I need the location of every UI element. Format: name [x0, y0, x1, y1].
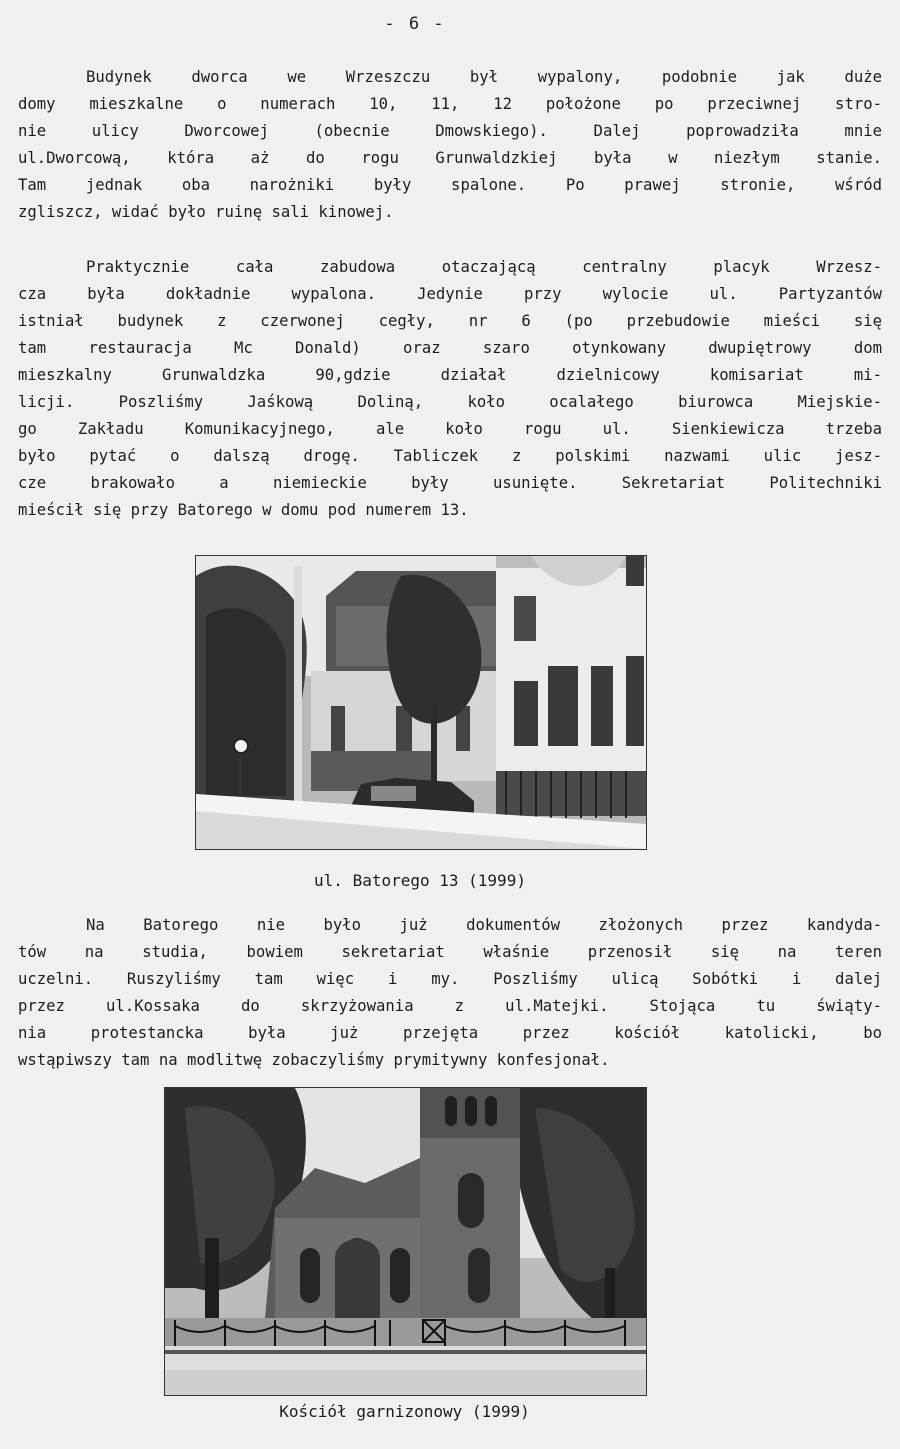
text-line: istniał budynek z czerwonej cegły, nr 6 (po przebudowie mieści się	[18, 312, 882, 330]
text-line: cze brakowało a niemieckie były usunięte. Sekretariat Politechniki	[18, 474, 882, 492]
text-line: go Zakładu Komunikacyjnego, ale koło rogu ul. Sienkiewicza trzeba	[18, 420, 882, 438]
text-line: nia protestancka była już przejęta przez kościół katolicki, bo	[18, 1024, 882, 1042]
text-line: przez ul.Kossaka do skrzyżowania z ul.Matejki. Stojąca tu świąty-	[18, 997, 882, 1015]
photo-batorego-13	[195, 555, 647, 850]
text-line: zgliszcz, widać było ruinę sali kinowej.	[18, 203, 394, 221]
paragraph-1	[18, 64, 882, 226]
text-line: wstąpiwszy tam na modlitwę zobaczyliśmy prymitywny konfesjonał.	[18, 1051, 610, 1069]
text-line: nie ulicy Dworcowej (obecnie Dmowskiego). Dalej poprowadziła mnie	[18, 122, 882, 140]
page-number: - 6 -	[384, 14, 446, 34]
photo-kosciol-garnizonowy	[164, 1087, 647, 1396]
photo-kosciol-image	[165, 1088, 646, 1395]
photo-batorego-13-image	[196, 556, 646, 849]
photo-1-caption: ul. Batorego 13 (1999)	[314, 871, 526, 890]
text-line: tów na studia, bowiem sekretariat właśnie przenosił się na teren	[18, 943, 882, 961]
text-line: było pytać o dalszą drogę. Tabliczek z polskimi nazwami ulic jesz-	[18, 447, 882, 465]
text-line: licji. Poszliśmy Jaśkową Doliną, koło ocalałego biurowca Miejskie-	[18, 393, 882, 411]
text-line: mieszkalny Grunwaldzka 90,gdzie działał dzielnicowy komisariat mi-	[18, 366, 882, 384]
paragraph-3	[18, 912, 882, 1074]
text-line: Praktycznie cała zabudowa otaczającą centralny placyk Wrzesz-	[86, 258, 882, 276]
text-line: Tam jednak oba narożniki były spalone. Po prawej stronie, wśród	[18, 176, 882, 194]
paragraph-2	[18, 254, 882, 524]
photo-2-caption: Kościół garnizonowy (1999)	[279, 1402, 530, 1421]
text-line: uczelni. Ruszyliśmy tam więc i my. Poszliśmy ulicą Sobótki i dalej	[18, 970, 882, 988]
text-line: domy mieszkalne o numerach 10, 11, 12 położone po przeciwnej stro-	[18, 95, 882, 113]
text-line: ul.Dworcową, która aż do rogu Grunwaldzkiej była w niezłym stanie.	[18, 149, 882, 167]
text-line: tam restauracja Mc Donald) oraz szaro otynkowany dwupiętrowy dom	[18, 339, 882, 357]
text-line: mieścił się przy Batorego w domu pod numerem 13.	[18, 501, 469, 519]
text-line: cza była dokładnie wypalona. Jedynie przy wylocie ul. Partyzantów	[18, 285, 882, 303]
text-line: Na Batorego nie było już dokumentów złożonych przez kandyda-	[86, 916, 882, 934]
text-line: Budynek dworca we Wrzeszczu był wypalony, podobnie jak duże	[86, 68, 882, 86]
